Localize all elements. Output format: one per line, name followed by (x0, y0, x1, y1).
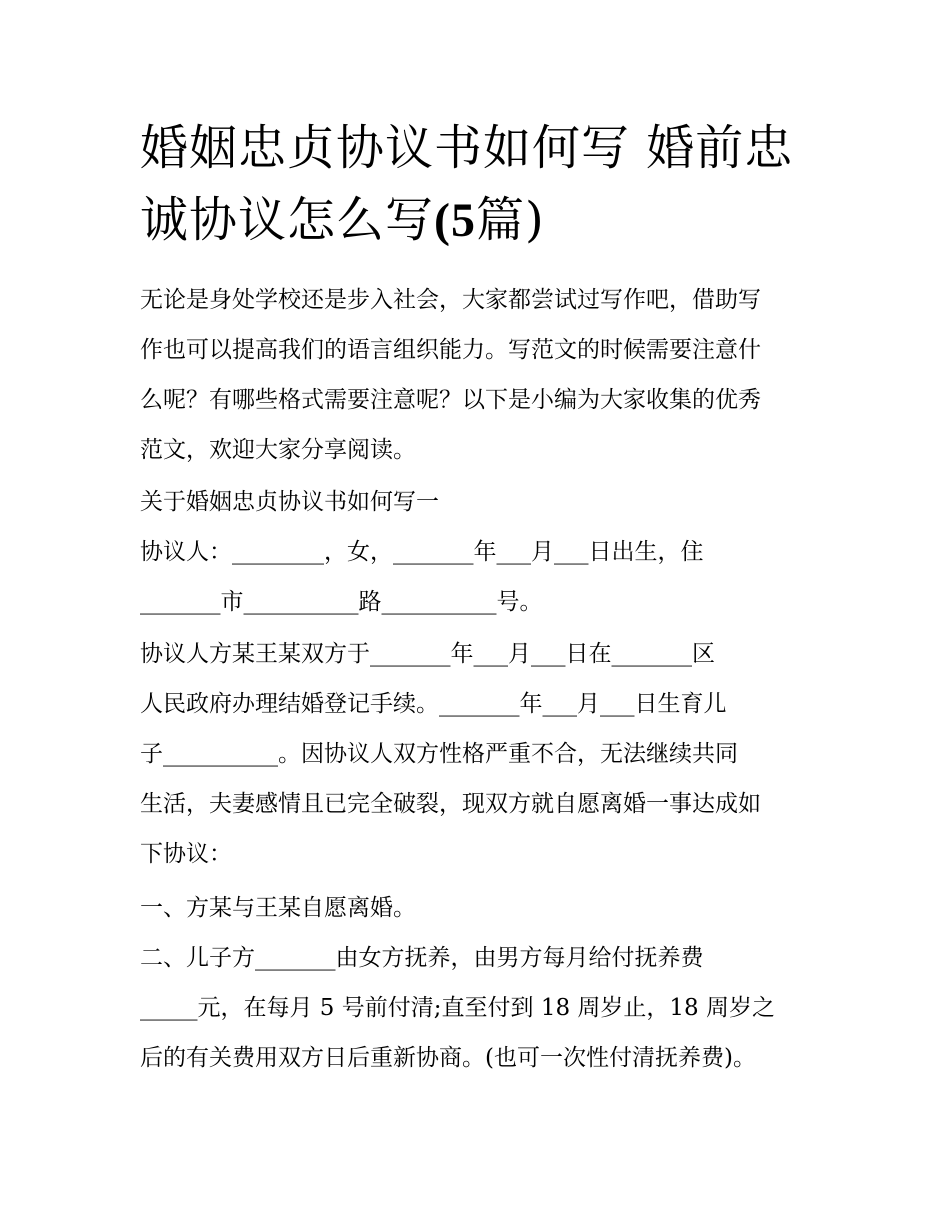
body-line: 关于婚姻忠贞协议书如何写一 (140, 489, 439, 515)
intro-paragraph (140, 275, 820, 475)
body-line: 后的有关费用双方日后重新协商。(也可一次性付清抚养费)。 (140, 1045, 756, 1071)
body-line: _______市__________路__________号。 (140, 589, 543, 615)
body-line: 协议人方某王某双方于_______年___月___日在_______区 (140, 641, 715, 667)
title-line-2-text: 诚协议怎么写 (140, 192, 435, 248)
document-title (140, 112, 840, 257)
title-line-1: 婚姻忠贞协议书如何写 婚前忠 (140, 120, 794, 176)
body-line: 么呢？有哪些格式需要注意呢？以下是小编为大家收集的优秀 (140, 387, 761, 413)
body-line: 人民政府办理结婚登记手续。_______年___月___日生育儿 (140, 691, 727, 717)
clause-1 (140, 883, 820, 933)
body-line: 二、儿子方_______由女方抚养，由男方每月给付抚养费 (140, 945, 704, 971)
party-paragraph (140, 527, 820, 627)
section-heading (140, 477, 820, 527)
body-line: 下协议： (140, 841, 232, 867)
body-line: 生活，夫妻感情且已完全破裂，现双方就自愿离婚一事达成如 (140, 791, 761, 817)
body-line: 作也可以提高我们的语言组织能力。写范文的时候需要注意什 (140, 337, 761, 363)
clause-2 (140, 933, 820, 1083)
title-line-2 (140, 184, 840, 257)
body-line: 一、方某与王某自愿离婚。 (140, 895, 416, 921)
body-line: _____元，在每月 5 号前付清;直至付到 18 周岁止，18 周岁之 (140, 995, 775, 1021)
body-line: 无论是身处学校还是步入社会，大家都尝试过写作吧，借助写 (140, 287, 761, 313)
title-line-2-end: 篇) (476, 192, 545, 248)
body-line: 范文，欢迎大家分享阅读。 (140, 437, 416, 463)
title-line-2-number: (5 (434, 194, 476, 247)
marriage-paragraph (140, 629, 820, 879)
body-line: 协议人：________，女，_______年___月___日出生，住 (140, 539, 704, 565)
body-line: 子__________。因协议人双方性格严重不合，无法继续共同 (140, 741, 738, 767)
